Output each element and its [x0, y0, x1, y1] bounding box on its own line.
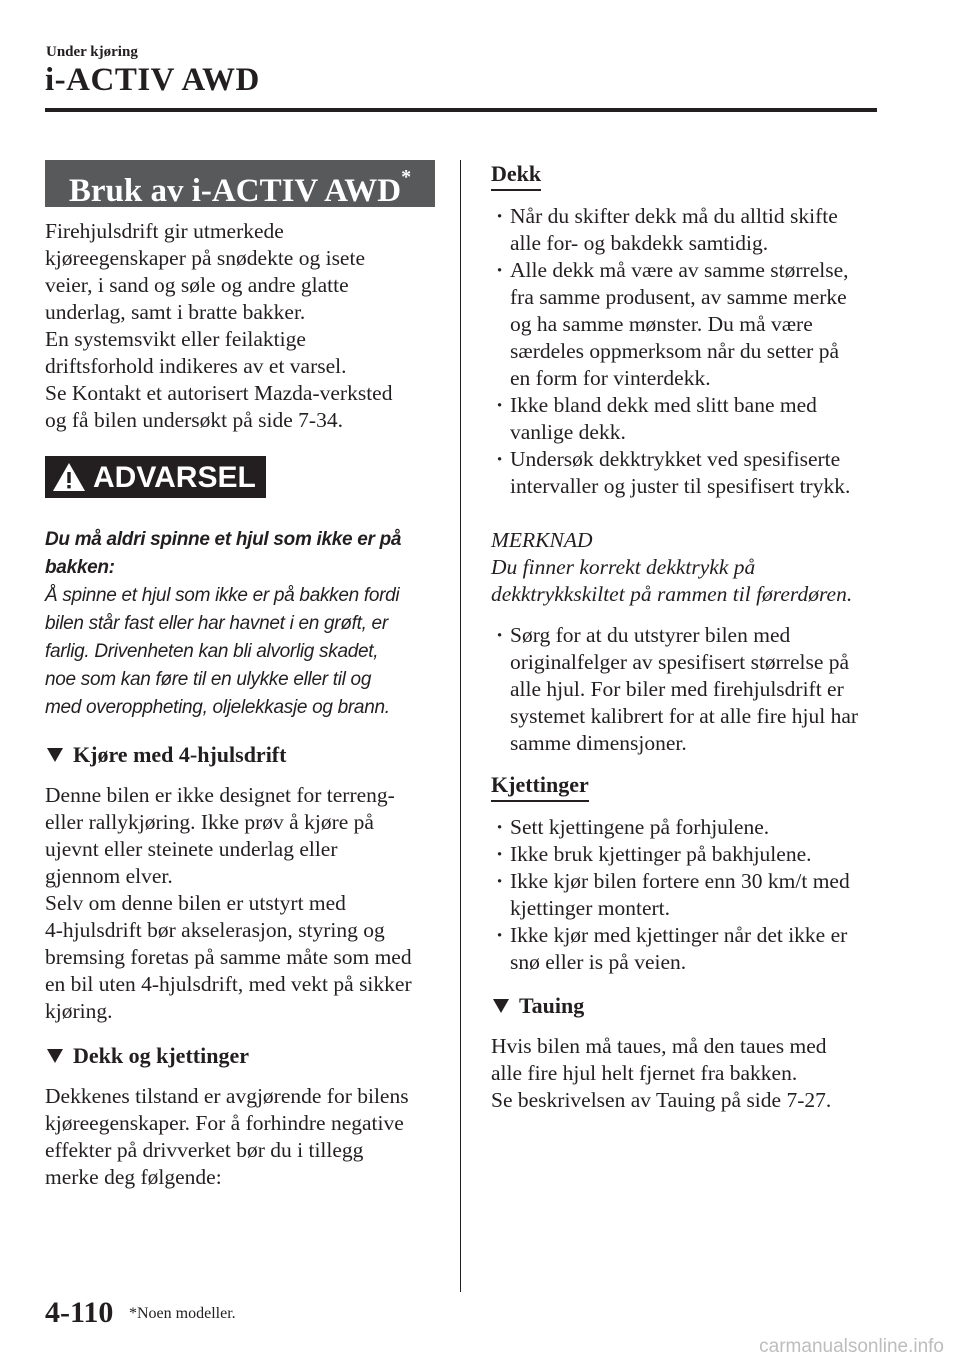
text-line: kjøring. — [45, 999, 113, 1023]
warning-body-line: noe som kan føre til en ulykke eller til og — [45, 669, 372, 690]
text-line: Denne bilen er ikke designet for terreng- — [45, 783, 395, 807]
text-line: intervaller og juster til spesifisert trykk. — [510, 474, 851, 498]
text-line: systemet kalibrert for at alle fire hjul har — [510, 704, 859, 728]
text-line: underlag, samt i bratte bakker. — [45, 300, 306, 324]
subheading-tauing — [491, 992, 886, 1019]
list-item — [491, 814, 886, 841]
triangle-down-icon — [493, 999, 509, 1013]
warning-body-line: med overoppheting, oljelekkasje og brann. — [45, 697, 390, 718]
tauing-paragraph — [491, 1033, 886, 1114]
section-title: Bruk av i-ACTIV AWD — [68, 173, 402, 209]
text-line: originalfelger av spesifisert størrelse på — [510, 650, 850, 674]
text-line: · Undersøk dekktrykket ved spesifiserte — [510, 447, 841, 471]
header-rule — [45, 108, 877, 112]
text-line: · Ikke kjør bilen fortere enn 30 km/t med — [510, 869, 850, 893]
note-label: MERKNAD — [491, 528, 593, 552]
text-line: snø eller is på veien. — [510, 950, 687, 974]
text-line: Dekkenes tilstand er avgjørende for bilens — [45, 1084, 409, 1108]
text-line: kjettinger montert. — [510, 896, 671, 920]
text-line: alle hjul. For biler med firehjulsdrift er — [510, 677, 844, 701]
text-line: Se beskrivelsen av Tauing på side 7-27. — [491, 1088, 832, 1112]
left-column — [45, 160, 435, 1191]
heading-dekk: Dekk — [491, 160, 541, 191]
4wd-paragraph — [45, 782, 435, 1025]
text-line: · Sett kjettingene på forhjulene. — [510, 815, 770, 839]
text-line: Hvis bilen må taues, må den taues med — [491, 1034, 827, 1058]
text-line: · Ikke bland dekk med slitt bane med — [510, 393, 817, 417]
text-line: kjøreegenskaper. For å forhindre negative — [45, 1111, 404, 1135]
footnote: *Noen modeller. — [129, 1305, 236, 1322]
text-line: gjennom elver. — [45, 864, 173, 888]
text-line: ujevnt eller steinete underlag eller — [45, 837, 338, 861]
tires-paragraph — [45, 1083, 435, 1191]
text-line: veier, i sand og søle og andre glatte — [45, 273, 349, 297]
text-line: og få bilen undersøkt på side 7-34. — [45, 408, 343, 432]
subheading-tires-chains — [45, 1042, 435, 1069]
note-block — [491, 527, 886, 608]
text-line: · Ikke kjør med kjettinger når det ikke er — [510, 923, 848, 947]
text-line: effekter på drivverket bør du i tillegg — [45, 1138, 364, 1162]
text-line: Se Kontakt et autorisert Mazda-verksted — [45, 381, 393, 405]
page-number: 4-110 — [45, 1296, 114, 1329]
heading-kjettinger: Kjettinger — [491, 771, 589, 802]
text-line: · Sørg for at du utstyrer bilen med — [510, 623, 791, 647]
warning-body-line: Å spinne et hjul som ikke er på bakken fordi — [45, 585, 400, 606]
column-divider — [460, 160, 461, 1292]
chains-list — [491, 814, 886, 976]
text-line: kjøreegenskaper på snødekte og isete — [45, 246, 365, 270]
list-item — [491, 841, 886, 868]
text-line: vanlige dekk. — [510, 420, 626, 444]
chapter-label: Under kjøring — [46, 44, 138, 60]
list-item — [491, 922, 886, 976]
text-line: En systemsvikt eller feilaktige — [45, 327, 306, 351]
text-line: 4-hjulsdrift bør akselerasjon, styring og — [45, 918, 385, 942]
triangle-down-icon — [47, 1049, 63, 1063]
text-line: driftsforhold indikeres av et varsel. — [45, 354, 347, 378]
rims-list — [491, 622, 886, 757]
text-line: alle for- og bakdekk samtidig. — [510, 231, 769, 255]
subheading-label: Dekk og kjettinger — [73, 1043, 249, 1068]
warning-label: ADVARSEL — [93, 460, 256, 494]
page-title: i-ACTIV AWD — [45, 62, 260, 98]
text-line: fra samme produsent, av samme merke — [510, 285, 847, 309]
warning-heading-line: Du må aldri spinne et hjul som ikke er på — [45, 529, 402, 550]
subheading-label: Kjøre med 4-hjulsdrift — [73, 742, 287, 767]
text-line: en bil uten 4-hjulsdrift, med vekt på sikker — [45, 972, 412, 996]
warning-triangle-icon — [51, 461, 87, 493]
text-line: Selv om denne bilen er utstyrt med — [45, 891, 346, 915]
section-asterisk: * — [401, 166, 412, 188]
list-item — [491, 446, 886, 500]
text-line: merke deg følgende: — [45, 1165, 222, 1189]
text-line: · Alle dekk må være av samme størrelse, — [510, 258, 849, 282]
warning-heading-line: bakken: — [45, 557, 115, 578]
warning-body-line: farlig. Drivenheten kan bli alvorlig skadet, — [45, 641, 379, 662]
dekk-list — [491, 203, 886, 500]
list-item — [491, 868, 886, 922]
intro-paragraph — [45, 218, 435, 434]
text-line: · Ikke bruk kjettinger på bakhjulene. — [510, 842, 812, 866]
list-item — [491, 203, 886, 257]
text-line: Du finner korrekt dekktrykk på — [491, 555, 756, 579]
text-line: dekktrykkskiltet på rammen til førerdøren. — [491, 582, 853, 606]
section-banner — [45, 160, 435, 207]
warning-badge — [45, 456, 266, 498]
text-line: samme dimensjoner. — [510, 731, 687, 755]
text-line: · Når du skifter dekk må du alltid skifte — [510, 204, 838, 228]
warning-text — [45, 526, 435, 722]
right-column — [491, 160, 886, 1114]
text-line: en form for vinterdekk. — [510, 366, 711, 390]
text-line: alle fire hjul helt fjernet fra bakken. — [491, 1061, 798, 1085]
list-item — [491, 622, 886, 757]
text-line: og ha samme mønster. Du må være — [510, 312, 813, 336]
watermark: carmanualsonline.info — [759, 1336, 944, 1357]
subheading-label: Tauing — [519, 993, 585, 1018]
list-item — [491, 257, 886, 392]
warning-body-line: bilen står fast eller har havnet i en grøft, er — [45, 613, 388, 634]
list-item — [491, 392, 886, 446]
subheading-4wd — [45, 741, 435, 768]
text-line: særdeles oppmerksom når du setter på — [510, 339, 839, 363]
text-line: bremsing foretas på samme måte som med — [45, 945, 412, 969]
text-line: Firehjulsdrift gir utmerkede — [45, 219, 284, 243]
triangle-down-icon — [47, 748, 63, 762]
text-line: eller rallykjøring. Ikke prøv å kjøre på — [45, 810, 374, 834]
